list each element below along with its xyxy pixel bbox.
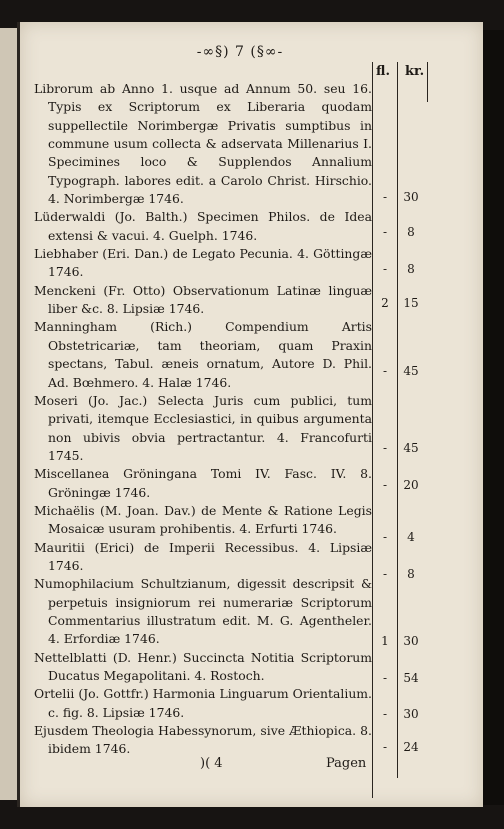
amount-kr: 8 <box>407 262 415 276</box>
amount-fl: 1 <box>381 634 389 648</box>
amount-kr: 24 <box>403 740 419 754</box>
amount-fl: 2 <box>381 296 389 310</box>
entry: Mauritii (Erici) de Imperii Recessibus. 4. Lipsiæ 1746. <box>34 539 372 573</box>
page-header: -∞§) 7 (§∞- <box>196 44 284 60</box>
amount-fl: - <box>382 671 388 685</box>
entries-list <box>34 80 372 759</box>
amount-fl: - <box>382 707 388 721</box>
catchword: Pagen <box>326 756 367 771</box>
column-rule-left <box>372 62 373 798</box>
amount-kr: 8 <box>407 225 415 239</box>
amount-fl: - <box>382 478 388 492</box>
amount-kr: 30 <box>403 634 419 648</box>
entry: Michaëlis (M. Joan. Dav.) de Mente & Ratione Legis Mosaicæ usuram prohibentis. 4. Erfurti 1746. <box>34 502 372 537</box>
column-head-kr: kr. <box>405 64 425 79</box>
entry: Librorum ab Anno 1. usque ad Annum 50. seu 16. Typis ex Scriptorum ex Liberaria quodam suppellectile Norimbergæ Privatis sumptibus in commune usum collecta & adservata Millenarius I. Specimines loco & Supplendos Annalium Typograph. labores edit. a Carolo Christ. Hirschio. 4. Norimbergæ 1746. <box>34 81 372 207</box>
entry: Lüderwaldi (Jo. Balth.) Specimen Philos. de Idea extensi & vacui. 4. Guelph. 1746. <box>34 209 372 243</box>
amount-kr: 4 <box>407 530 415 544</box>
amount-kr: 20 <box>403 478 419 492</box>
amount-fl: - <box>382 262 388 276</box>
entry: Miscellanea Gröningana Tomi IV. Fasc. IV. 8. Gröningæ 1746. <box>34 466 372 500</box>
amount-kr: 30 <box>403 190 419 204</box>
entry: Menckeni (Fr. Otto) Observationum Latinæ linguæ liber &c. 8. Lipsiæ 1746. <box>34 282 372 317</box>
amount-fl: - <box>382 740 388 754</box>
book-page <box>20 22 483 807</box>
amount-kr: 54 <box>403 671 419 685</box>
amount-fl: - <box>382 364 388 378</box>
column-head-fl: fl. <box>376 64 390 79</box>
amount-kr: 8 <box>407 567 415 581</box>
entry: Ejusdem Theologia Habessynorum, sive Æthiopica. 8. ibidem 1746. <box>34 723 372 757</box>
entry: Numophilacium Schultzianum, digessit descripsit & perpetuis insigniorum rei numerariæ Scriptorum Commentarius illustratum edit. M. G. Agentheler. 4. Erfordiæ 1746. <box>34 576 372 647</box>
signature-mark: )( 4 <box>200 756 223 771</box>
entry: Nettelblatti (D. Henr.) Succincta Notitia Scriptorum Ducatus Megapolitani. 4. Rostoch. <box>34 649 372 683</box>
amount-kr: 30 <box>403 707 419 721</box>
amount-fl: - <box>382 530 388 544</box>
amount-kr: 15 <box>403 296 419 310</box>
amount-fl: - <box>382 190 388 204</box>
entry: Moseri (Jo. Jac.) Selecta Juris cum publici, tum privati, itemque Ecclesiastici, in quibus argumenta non ubivis obvia pertractantur. 4. Francofurti 1745. <box>34 392 372 463</box>
dark-background <box>483 30 504 805</box>
amount-kr: 45 <box>403 441 419 455</box>
amount-fl: - <box>382 441 388 455</box>
entry: Manningham (Rich.) Compendium Artis Obstetricariæ, tam theoriam, quam Praxin spectans, Tabul. æneis ornatum, Autore D. Phil. Ad. Bœhmero. 4. Halæ 1746. <box>34 319 372 390</box>
left-page-edge <box>0 28 18 800</box>
column-rule-right <box>427 62 428 102</box>
amount-kr: 45 <box>403 364 419 378</box>
amount-fl: - <box>382 225 388 239</box>
amount-fl: - <box>382 567 388 581</box>
entry: Liebhaber (Eri. Dan.) de Legato Pecunia. 4. Göttingæ 1746. <box>34 246 372 280</box>
entry: Ortelii (Jo. Gottfr.) Harmonia Linguarum Orientalium. c. fig. 8. Lipsiæ 1746. <box>34 686 372 720</box>
